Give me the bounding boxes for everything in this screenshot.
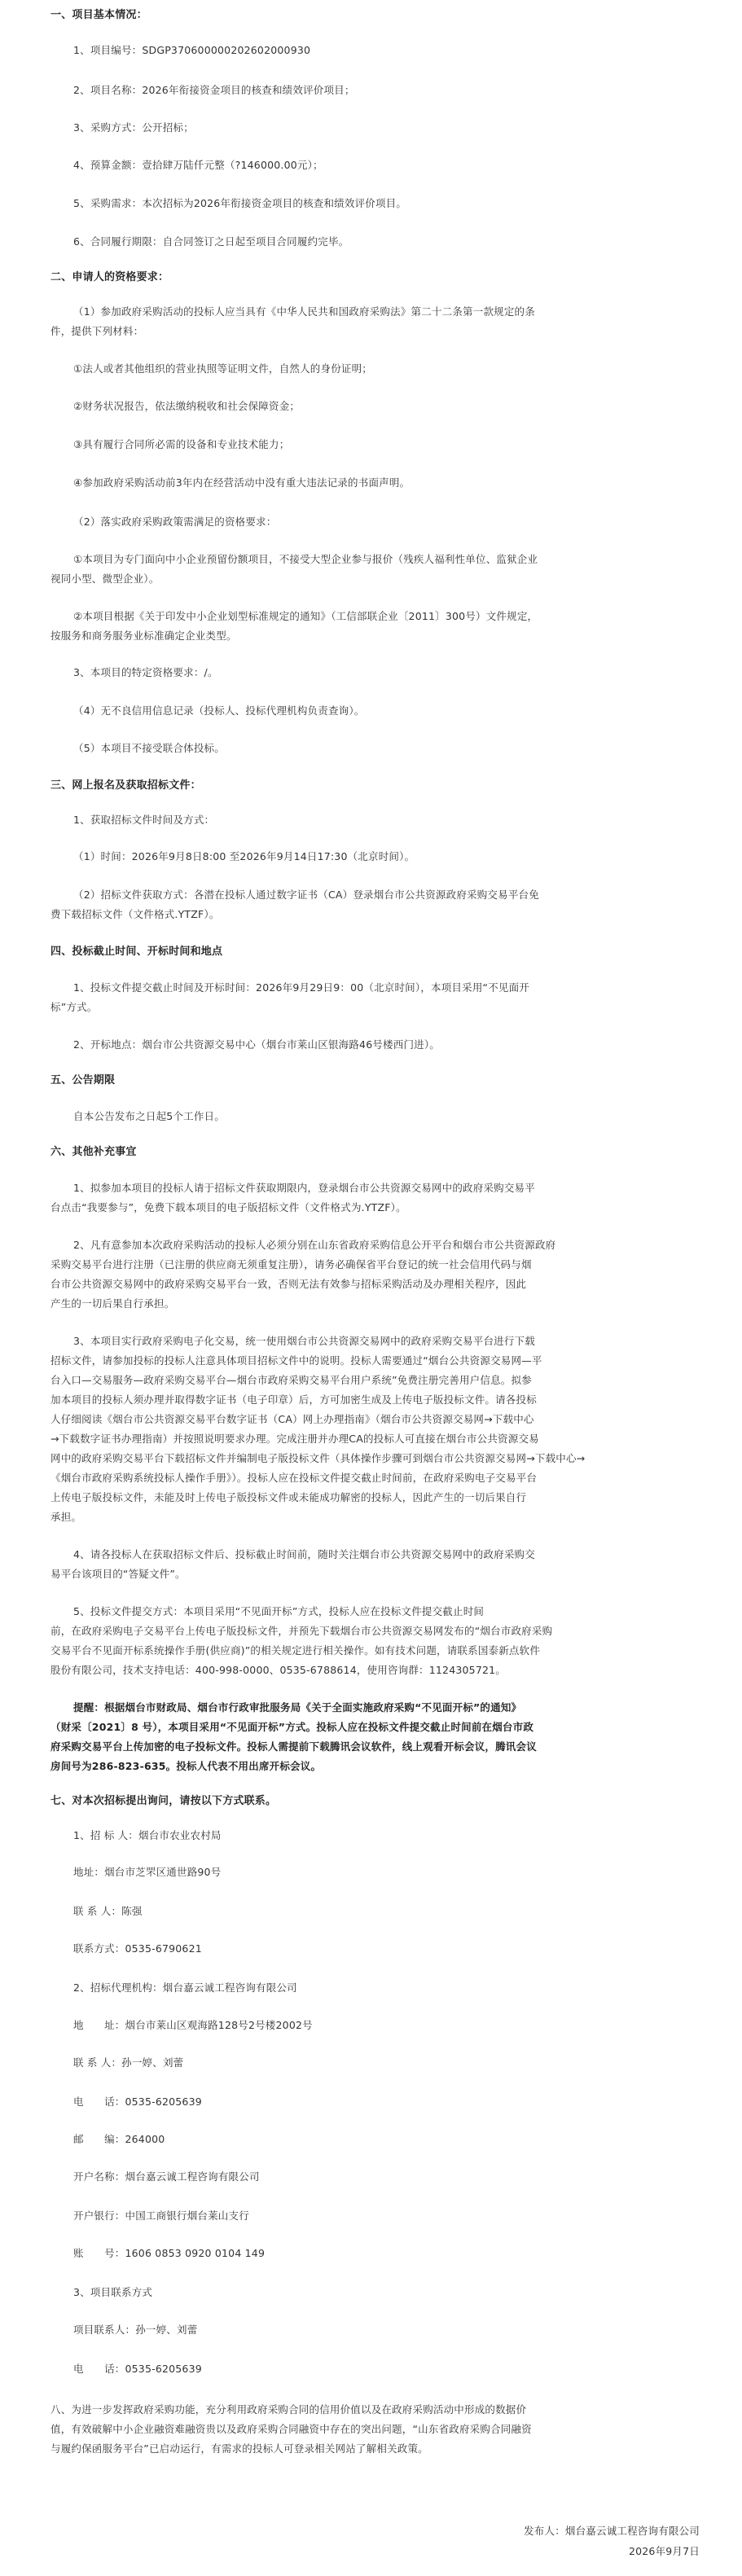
s6-p2-l1-text: 2、凡有意参加本次政府采购活动的投标人必须分别在山东省政府采购信息公开平台和烟台市公共资源政府 [73, 1239, 556, 1251]
s6-heading-text: 六、其他补充事宜 [50, 1146, 137, 1158]
s2-c3-text: ③具有履行合同所必需的设备和专业技术能力； [73, 438, 290, 450]
s3-p3-l1-text: （2）招标文件获取方式：各潜在投标人通过数字证书（CA）登录烟台市公共资源政府采购交易平台免 [73, 889, 539, 901]
s4-heading-text: 四、投标截止时间、开标时间和地点 [50, 946, 223, 958]
s1-item5-text: 5、采购需求：本次招标为2026年衔接资金项目的核查和绩效评价项目。 [73, 197, 407, 209]
s2-p4-text: （4）无不良信用信息记录（投标人、投标代理机构负责查询）。 [73, 704, 365, 717]
s1-item2-text: 2、项目名称：2026年衔接资金项目的核查和绩效评价项目； [73, 84, 355, 96]
s8-l2-text: 值，有效破解中小企业融资难融资贵以及政府采购合同融资中存在的突出问题，“山东省政府采购合同融资 [50, 2423, 532, 2435]
s6-p3-l4-text: 加本项目的投标人须办理并取得数字证书（电子印章）后，方可加密生成及上传电子版投标文件。请各投标 [50, 1393, 537, 1406]
s4-p1-l1-text: 1、投标文件提交截止时间及开标时间：2026年9月29日9：00（北京时间），本项目采用“不见面开 [73, 981, 530, 994]
s7-heading-text: 七、对本次招标提出询问，请按以下方式联系。 [50, 1795, 277, 1807]
s2-p2-text: （2）落实政府采购政策需满足的资格要求： [73, 516, 277, 528]
s2-c2-text: ②财务状况报告，依法缴纳税收和社会保障资金； [73, 400, 301, 412]
s2-c1-text: ①法人或者其他组织的营业执照等证明文件，自然人的身份证明； [73, 362, 373, 375]
s6-bold-l3-text: 府采购交易平台上传加密的电子投标文件。投标人需提前下载腾讯会议软件，线上观看开标会议，腾讯会议 [50, 1740, 537, 1753]
s7-buyer-addr-text: 地址：烟台市芝罘区通世路90号 [73, 1866, 222, 1878]
s6-p4-l1-text: 4、请各投标人在获取招标文件后、投标截止时间前，随时关注烟台市公共资源交易网中的政府采购交 [73, 1548, 535, 1560]
s1-item1-text: 1、项目编号：SDGP370600000202602000930 [73, 44, 311, 56]
s2-p2c2-l1-text: ②本项目根据《关于印发中小企业划型标准规定的通知》（工信部联企业〔2011〕300号）文件规定， [73, 610, 538, 622]
s6-p1-l2-text: 台点击“我要参与”，免费下载本项目的电子版招标文件（文件格式为.YTZF）。 [50, 1201, 406, 1213]
s7-buyer-phone-text: 联系方式：0535-6790621 [73, 1942, 202, 1955]
s7-agency-post-text: 邮 编：264000 [73, 2133, 165, 2145]
s4-p1-l2-text: 标”方式。 [50, 1001, 98, 1013]
s2-p2c1-l1-text: ①本项目为专门面向中小企业预留份额项目，不接受大型企业参与报价（残疾人福利性单位、监狱企业 [73, 553, 538, 565]
s7-agency-text: 2、招标代理机构：烟台嘉云诚工程咨询有限公司 [73, 1981, 297, 1994]
s2-c4-text: ④参加政府采购活动前3年内在经营活动中没有重大违法记录的书面声明。 [73, 476, 411, 489]
pub-date-text: 2026年9月7日 [628, 2545, 700, 2557]
s6-p1-l1-text: 1、拟参加本项目的投标人请于招标文件获取期限内，登录烟台市公共资源交易网中的政府采购交易平 [73, 1182, 535, 1194]
s6-p5-l3-text: 交易平台不见面开标系统操作手册(供应商)”的相关规定进行相关操作。如有技术问题，请联系国泰新点软件 [50, 1644, 541, 1657]
s2-p2c2-l2-text: 按服务和商务服务业标准确定企业类型。 [50, 630, 237, 642]
s7-buyer-text: 1、招 标 人：烟台市农业农村局 [73, 1829, 222, 1841]
s7-agency-contact-text: 联 系 人：孙一婷、刘蕾 [73, 2056, 184, 2069]
s3-p2-text: （1）时间：2026年9月8日8:00 至2026年9月14日17:30（北京时间）。 [73, 850, 415, 862]
s7-account-no-text: 账 号：1606 0853 0920 0104 149 [73, 2247, 266, 2259]
s6-bold-l2-text: （财采〔2021〕8 号），本项目采用“不见面开标”方式。投标人应在投标文件提交截止时间前在烟台市政 [50, 1721, 534, 1733]
s3-heading-text: 三、网上报名及获取招标文件： [50, 779, 201, 792]
s5-p1-text: 自本公告发布之日起5个工作日。 [73, 1110, 225, 1122]
s7-project-phone-text: 电 话：0535-6205639 [73, 2363, 202, 2375]
s2-p5-text: （5）本项目不接受联合体投标。 [73, 742, 225, 754]
s6-p3-l6-text: →下载数字证书办理指南）并按照说明要求办理。完成注册并办理CA的投标人可直接在烟台市公共资源交易 [50, 1433, 539, 1445]
s6-bold-l4-text: 房间号为286-823-635。投标人代表不用出席开标会议。 [50, 1760, 322, 1772]
s6-p2-l4-text: 产生的一切后果自行承担。 [50, 1297, 175, 1310]
s7-account-name-text: 开户名称：烟台嘉云诚工程咨询有限公司 [73, 2170, 260, 2183]
s1-heading-text: 一、项目基本情况： [50, 9, 147, 21]
s6-p3-l10-text: 承担。 [50, 1511, 82, 1523]
s6-p4-l2-text: 易平台该项目的“答疑文件”。 [50, 1568, 186, 1580]
s7-project-text: 3、项目联系方式 [73, 2286, 153, 2298]
s1-item4-text: 4、预算金额：壹拾肆万陆仟元整（?146000.00元）； [73, 159, 323, 171]
publisher-text: 发布人：烟台嘉云诚工程咨询有限公司 [524, 2525, 700, 2537]
s3-p1-text: 1、获取招标文件时间及方式： [73, 814, 215, 826]
s6-p2-l2-text: 采购交易平台进行注册（已注册的供应商无须重复注册），请务必确保省平台登记的统一社会信用代码与烟 [50, 1258, 532, 1270]
s6-p5-l2-text: 前，在政府采购电子交易平台上传电子版投标文件，并预先下载烟台市公共资源交易网发布的“烟台市政府采购 [50, 1625, 553, 1637]
s6-bold-l1-text: 提醒：根据烟台市财政局、烟台市行政审批服务局《关于全面实施政府采购“不见面开标”的通知》 [73, 1701, 522, 1714]
s6-p3-l8-text: 《烟台市政府采购系统投标人操作手册》）。投标人应在投标文件提交截止时间前，在政府采购电子交易平台 [50, 1472, 538, 1484]
s6-p3-l3-text: 台入口—交易服务—政府采购交易平台—烟台市政府采购交易平台用户系统”免费注册完善用户信息。拟参 [50, 1374, 532, 1386]
s5-heading-text: 五、公告期限 [50, 1074, 116, 1086]
s7-bank-text: 开户银行：中国工商银行烟台莱山支行 [73, 2210, 249, 2222]
s7-buyer-contact-text: 联 系 人：陈强 [73, 1905, 143, 1917]
s6-p3-l9-text: 上传电子版投标文件，未能及时上传电子版投标文件或未能成功解密的投标人，因此产生的一切后果自行 [50, 1491, 527, 1503]
s6-p5-l1-text: 5、投标文件提交方式：本项目采用“不见面开标”方式，投标人应在投标文件提交截止时间 [73, 1605, 485, 1617]
s2-heading-text: 二、申请人的资格要求： [50, 271, 169, 283]
s6-p3-l5-text: 人仔细阅读《烟台市公共资源交易平台数字证书（CA）网上办理指南》（烟台市公共资源交易网→下载中心 [50, 1413, 534, 1425]
s8-l1-text: 八、为进一步发挥政府采购功能，充分利用政府采购合同的信用价值以及在政府采购活动中形成的数据价 [50, 2403, 527, 2416]
s6-p3-l7-text: 网中的政府采购交易平台下载招标文件并编制电子版投标文件（具体操作步骤可到烟台市公共资源交易网→下载中心→ [50, 1452, 586, 1464]
s2-p3-text: 3、本项目的特定资格要求：/。 [73, 666, 218, 678]
s1-item6-text: 6、合同履行期限：自合同签订之日起至项目合同履约完毕。 [73, 235, 349, 248]
s8-l3-text: 与履约保函服务平台”已启动运行，有需求的投标人可登录相关网站了解相关政策。 [50, 2442, 428, 2455]
s6-p3-l2-text: 招标文件，请参加投标的投标人注意具体项目招标文件中的说明。投标人需要通过“烟台公共资源交易网—平 [50, 1354, 542, 1367]
s7-project-contact-text: 项目联系人：孙一婷、刘蕾 [73, 2324, 198, 2336]
s7-agency-addr-text: 地 址：烟台市莱山区观海路128号2号楼2002号 [73, 2019, 313, 2031]
s6-p2-l3-text: 台市公共资源交易网中的政府采购交易平台一致，否则无法有效参与招标采购活动及办理相关程序，因此 [50, 1278, 527, 1290]
s7-agency-phone-text: 电 话：0535-6205639 [73, 2095, 202, 2108]
s2-p1-l2-text: 件，提供下列材料： [50, 325, 144, 337]
s3-p3-l2-text: 费下载招标文件（文件格式.YTZF）。 [50, 908, 220, 920]
s6-p5-l4-text: 股份有限公司，技术支持电话：400-998-0000、0535-6788614，使用咨询群：1124305721。 [50, 1664, 506, 1676]
s2-p2c1-l2-text: 视同小型、微型企业）。 [50, 573, 160, 585]
s6-p3-l1-text: 3、本项目实行政府采购电子化交易，统一使用烟台市公共资源交易网中的政府采购交易平台进行下载 [73, 1335, 535, 1347]
s1-item3-text: 3、采购方式：公开招标； [73, 121, 194, 134]
s4-p2-text: 2、开标地点：烟台市公共资源交易中心（烟台市莱山区银海路46号楼西门进）。 [73, 1038, 441, 1051]
s2-p1-l1-text: （1）参加政府采购活动的投标人应当具有《中华人民共和国政府采购法》第二十二条第一款规定的条 [73, 305, 535, 318]
